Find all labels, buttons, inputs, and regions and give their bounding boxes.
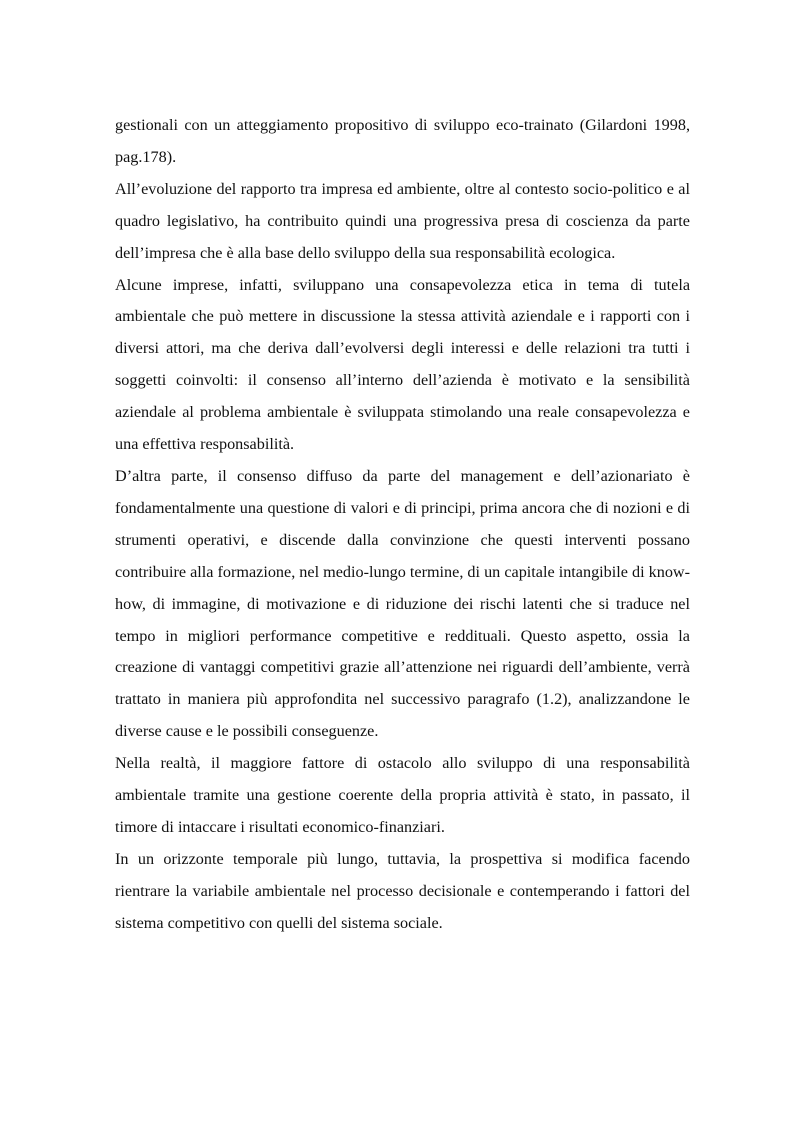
paragraph-evolution: All’evoluzione del rapporto tra impresa ed ambiente, oltre al contesto socio-politico e al quadro legislativo, ha contribuito quindi una progressiva presa di coscienza da parte dell’impresa che è alla base dello sviluppo della sua responsabilità ecologica. — [115, 179, 690, 262]
paragraph-consensus: D’altra parte, il consenso diffuso da parte del management e dell’azionariato è fondamentalmente una questione di valori e di principi, prima ancora che di nozioni e di strumenti operativi, e discende dalla convinzione che questi interventi possano contribuire alla formazione, nel medio-lungo termine, di un capitale intangibile di know-how, di immagine, di motivazione e di riduzione dei rischi latenti che si traduce nel tempo in migliori performance competitive e reddituali. Questo aspetto, ossia la creazione di vantaggi competitivi grazie all’attenzione nei riguardi dell’ambiente, verrà trattato in maniera più approfondita nel successivo paragrafo (1.2), analizzandone le diverse cause e le possibili conseguenze. — [115, 466, 690, 741]
paragraph-continuation: gestionali con un atteggiamento propositivo di sviluppo eco-trainato (Gilardoni 1998, pag.178). — [115, 116, 690, 166]
paragraph-obstacle: Nella realtà, il maggiore fattore di ostacolo allo sviluppo di una responsabilità ambientale tramite una gestione coerente della propria attività è stato, in passato, il timore di intaccare i risultati economico-finanziari. — [115, 754, 690, 836]
paragraph-ethical-awareness: Alcune imprese, infatti, sviluppano una consapevolezza etica in tema di tutela ambientale che può mettere in discussione la stessa attività aziendale e i rapporti con i diversi attori, ma che deriva dall’evolversi degli interessi e delle relazioni tra tutti i soggetti coinvolti: il consenso all’interno dell’azienda è motivato e la sensibilità aziendale al problema ambientale è sviluppata stimolando una reale consapevolezza e una effettiva responsabilità. — [115, 275, 690, 454]
paragraph-long-term: In un orizzonte temporale più lungo, tuttavia, la prospettiva si modifica facendo rientrare la variabile ambientale nel processo decisionale e contemperando i fattori del sistema competitivo con quelli del sistema sociale. — [115, 849, 690, 932]
document-page — [115, 110, 690, 940]
